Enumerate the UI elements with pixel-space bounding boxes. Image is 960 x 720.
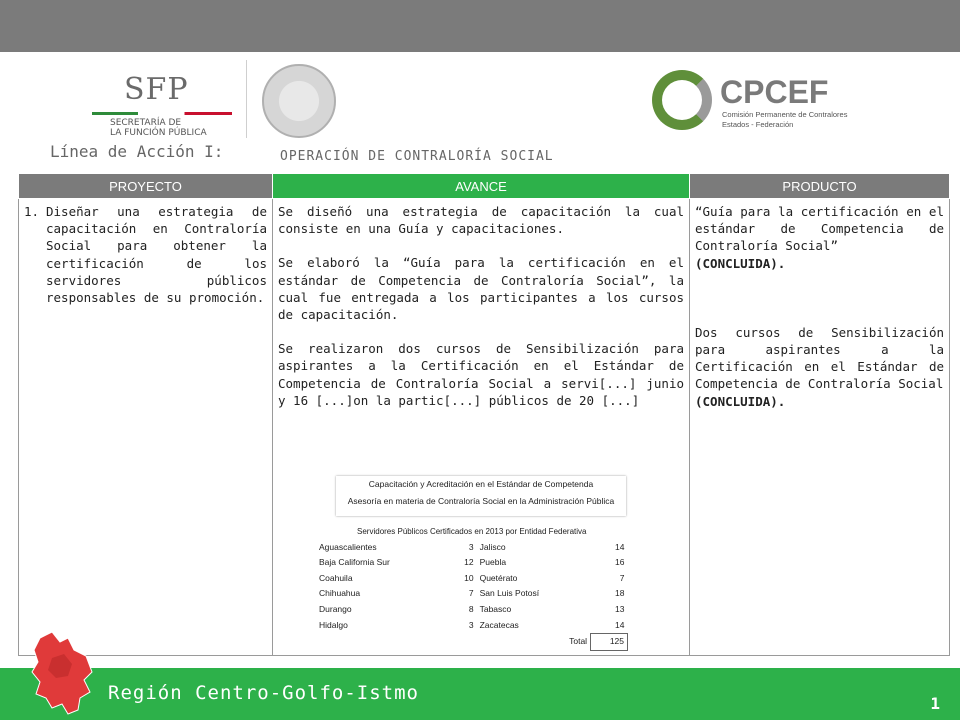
state-value: 10 — [464, 572, 474, 583]
certificados-table — [316, 524, 628, 651]
overlay-line-1: Capacitación y Acreditación en el Estándar de Competenda — [368, 479, 594, 489]
state-value: 7 — [468, 588, 474, 599]
state-name: San Luis Potosí — [479, 588, 540, 599]
state-value: 14 — [615, 541, 625, 552]
table-row — [316, 571, 628, 587]
state-value: 14 — [615, 619, 625, 630]
state-value: 16 — [615, 557, 625, 568]
total-label: Total — [569, 636, 588, 647]
state-name: Jalisco — [479, 541, 506, 552]
table-row — [316, 555, 628, 571]
state-name: Chihuahua — [319, 588, 361, 599]
sfp-logo-line1: SECRETARÍA DE — [110, 118, 182, 128]
header-proyecto: PROYECTO — [19, 174, 273, 199]
state-value: 18 — [615, 588, 625, 599]
state-name: Puebla — [479, 557, 507, 568]
certificados-caption: Servidores Públicos Certificados en 2013 por Entidad Federativa — [357, 527, 587, 536]
state-name: Hidalgo — [319, 619, 348, 630]
state-value: 12 — [464, 557, 474, 568]
operacion-subtitle: OPERACIÓN DE CONTRALORÍA SOCIAL — [280, 149, 554, 164]
cell-producto — [690, 199, 950, 656]
cell-proyecto — [19, 199, 273, 656]
producto-paragraph-1: “Guía para la certificación en el estándar de Competencia de Contraloría Social” — [695, 204, 944, 254]
producto-paragraph-2: Dos cursos de Sensibilización para aspirantes a la Certificación en el Estándar de Competencia de Contraloría Social — [695, 324, 944, 392]
total-row — [316, 634, 628, 651]
header-avance: AVANCE — [273, 174, 690, 199]
state-name: Tabasco — [479, 603, 512, 614]
table-row — [316, 586, 628, 602]
avance-paragraph-1: Se diseñó una estrategia de capacitación la cual consiste en una Guía y capacitaciones. — [278, 204, 684, 237]
cpcef-logo — [652, 70, 852, 140]
cpcef-logo-line1: Comisión Permanente de Contralores — [722, 110, 848, 119]
region-title: Región Centro-Golfo-Istmo — [108, 682, 419, 704]
state-value: 3 — [468, 541, 474, 552]
avance-paragraph-3: Se realizaron dos cursos de Sensibilización para aspirantes a la Certificación en el Estándar de Competencia de Contraloría Social a servi[...] junio y 16 [...]on la partic[...] públicos de 20 [...] — [278, 341, 684, 408]
mexico-region-map-icon — [28, 628, 98, 718]
header-producto: PRODUCTO — [690, 174, 950, 199]
table-row — [316, 602, 628, 618]
coat-of-arms-seal-icon — [262, 64, 336, 138]
proyecto-text: Diseñar una estrategia de capacitación en Contraloría Social para obtener la certificación de los servidores públicos responsables de su promoción. — [46, 204, 267, 306]
sfp-logo-tricolor-line — [92, 112, 232, 115]
state-value: 3 — [468, 619, 474, 630]
state-name: Baja California Sur — [319, 557, 390, 568]
producto-status-1: (CONCLUIDA). — [695, 255, 786, 271]
cpcef-logo-name: CPCEF — [720, 74, 829, 110]
top-banner — [0, 0, 960, 52]
state-value: 8 — [468, 603, 474, 614]
linea-accion-title: Línea de Acción I: — [50, 142, 224, 161]
state-name: Zacatecas — [479, 619, 519, 630]
cpcef-logo-line2: Estados - Federación — [722, 120, 794, 129]
overlay-line-2: Asesoría en materia de Contraloría Social en la Administración Pública — [347, 496, 615, 506]
state-name: Aguascalientes — [319, 541, 377, 552]
capacitacion-image-overlay — [336, 476, 626, 516]
sfp-logo-letters: SFP — [124, 72, 189, 107]
state-name: Quetérato — [479, 572, 518, 583]
sfp-logo-line2: LA FUNCIÓN PÚBLICA — [110, 128, 207, 138]
state-value: 7 — [619, 572, 625, 583]
logo-divider — [246, 60, 247, 138]
state-name: Durango — [319, 603, 352, 614]
table-row — [316, 540, 628, 556]
producto-status-2: (CONCLUIDA). — [695, 393, 786, 409]
avance-paragraph-2: Se elaboró la “Guía para la certificación en el estándar de Competencia de Contraloría Social”, la cual fue entregada a los participantes a los cursos de capacitación. — [278, 255, 684, 323]
state-value: 13 — [615, 603, 625, 614]
state-name: Coahuila — [319, 572, 353, 583]
sfp-logo — [92, 72, 242, 138]
page-number: 1 — [930, 694, 940, 713]
proyecto-number: 1. — [24, 204, 40, 219]
total-value: 125 — [591, 634, 628, 651]
table-row — [316, 618, 628, 634]
cpcef-ring-icon — [652, 70, 712, 130]
